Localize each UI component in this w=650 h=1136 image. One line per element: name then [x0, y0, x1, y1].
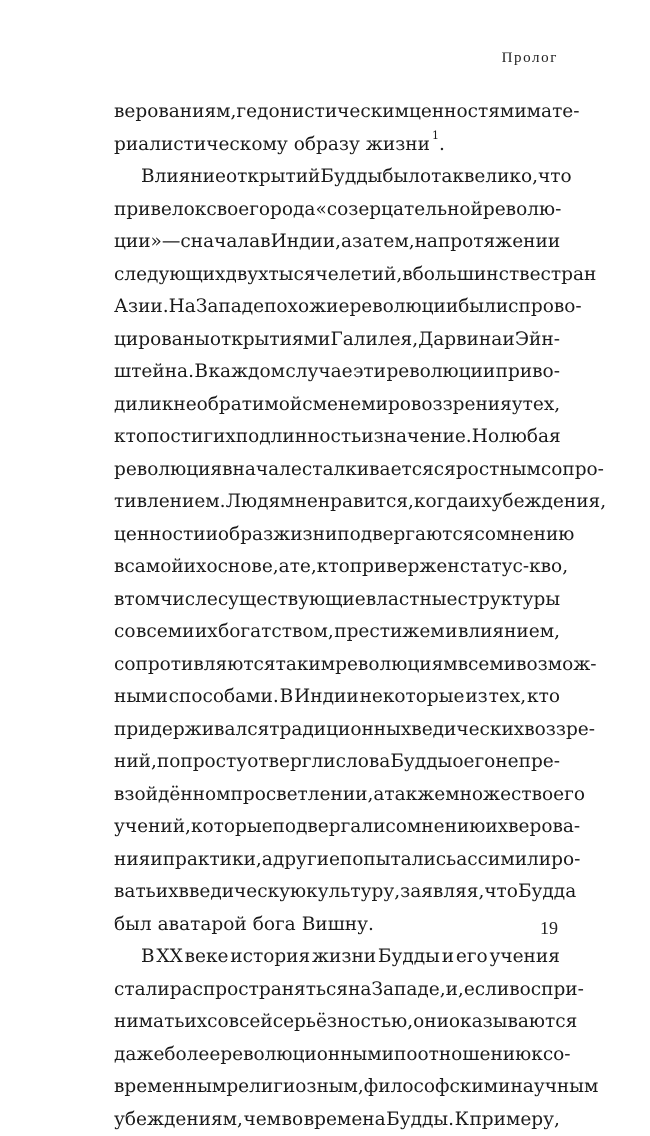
word: заявляя, — [400, 876, 484, 909]
word: и, — [446, 974, 464, 1007]
word: своего — [206, 194, 270, 227]
word: всей — [229, 1006, 273, 1039]
text-line — [114, 486, 560, 519]
word: революции — [349, 291, 458, 324]
word: открытий — [226, 161, 320, 194]
word: статус-кво, — [460, 551, 568, 584]
word: а — [279, 551, 290, 584]
word: — — [162, 226, 181, 259]
text-line — [114, 1071, 560, 1104]
word: у — [512, 389, 523, 422]
word: ведическую — [189, 876, 306, 909]
word: жизни — [273, 519, 337, 552]
text-line — [114, 681, 560, 714]
word: из — [465, 681, 487, 714]
word: со — [207, 1006, 229, 1039]
word: возмож- — [516, 649, 596, 682]
word: Будда — [518, 876, 576, 909]
word: ценности — [114, 519, 206, 552]
word: и — [514, 96, 526, 129]
text-line — [114, 454, 560, 487]
word: попросту — [157, 746, 247, 779]
word: религиозным, — [226, 1071, 363, 1104]
word: на — [415, 226, 438, 259]
word: кто — [114, 421, 147, 454]
word: В — [280, 681, 294, 714]
text-line — [114, 1006, 560, 1039]
word: образу — [294, 129, 360, 162]
word: в — [114, 551, 124, 584]
word: мировоззрения — [361, 389, 512, 422]
text-line — [114, 876, 560, 909]
word: в — [260, 226, 270, 259]
word: и — [498, 1071, 510, 1104]
word: велико, — [464, 161, 538, 194]
word: учений, — [114, 811, 191, 844]
word: о — [452, 746, 463, 779]
word: если — [464, 974, 509, 1007]
word: следующих — [114, 259, 225, 292]
word: временным — [114, 1071, 226, 1104]
word: практики, — [163, 844, 262, 877]
running-head: Пролог — [502, 50, 558, 67]
punctuation: . — [439, 129, 445, 162]
word: к — [195, 194, 207, 227]
word: которые — [191, 811, 273, 844]
word: таким — [276, 649, 336, 682]
word: сопротивляются — [114, 649, 276, 682]
word: вначале — [222, 454, 302, 487]
word: яростным — [444, 454, 541, 487]
word: нимать — [114, 1006, 184, 1039]
word: верованиям, — [114, 96, 236, 129]
text-line — [114, 616, 560, 649]
word: «созерцательной — [315, 194, 482, 227]
word: любая — [499, 421, 561, 454]
word: отношению — [417, 1039, 531, 1072]
word: Азии. — [114, 291, 169, 324]
word: сталкивается — [302, 454, 434, 487]
footnote-marker[interactable]: 1 — [432, 129, 439, 142]
text-line — [114, 356, 560, 389]
word: чем — [243, 1104, 281, 1136]
word: традиционных — [269, 714, 411, 747]
word: просветлении, — [231, 779, 374, 812]
word: ассимилиро- — [456, 844, 580, 877]
word: богатством, — [218, 616, 334, 649]
word: тех, — [523, 389, 561, 422]
word: и — [150, 844, 162, 877]
word: смене — [302, 389, 361, 422]
word: бога — [253, 909, 296, 942]
word: попытались — [340, 844, 456, 877]
word: В — [194, 356, 208, 389]
text-line — [114, 324, 560, 357]
text-line — [114, 844, 560, 877]
word: распространяться — [170, 974, 348, 1007]
word: по — [394, 1039, 417, 1072]
word: сомнению — [385, 811, 485, 844]
word: примеру, — [469, 1104, 559, 1136]
word: слова — [336, 746, 391, 779]
word: во — [282, 1104, 304, 1136]
word: Влияние — [141, 161, 226, 194]
text-line — [114, 519, 560, 552]
word: спрово- — [508, 291, 581, 324]
word: отвергли — [247, 746, 335, 779]
word: ции» — [114, 226, 162, 259]
word: воззре- — [524, 714, 595, 747]
word: XX — [156, 941, 182, 974]
word: веке — [185, 941, 229, 974]
word: необратимой — [173, 389, 302, 422]
word: и — [442, 941, 454, 974]
word: престижем — [334, 616, 444, 649]
word: основе, — [206, 551, 278, 584]
word: сомнению — [474, 519, 574, 552]
word: даже — [114, 1039, 164, 1072]
word: ний, — [114, 746, 157, 779]
word: учения — [489, 941, 559, 974]
word: а — [341, 226, 352, 259]
paragraph-first-line — [114, 941, 560, 974]
word: Будды. — [386, 1104, 454, 1136]
word: сопро- — [541, 454, 604, 487]
word: Эйн- — [515, 324, 560, 357]
text-line — [114, 194, 560, 227]
text-line — [114, 96, 560, 129]
word: аватарой — [158, 909, 247, 942]
word: их — [156, 876, 179, 909]
word: те, — [290, 551, 317, 584]
body-text — [114, 96, 560, 1136]
word: их — [195, 616, 218, 649]
word: открытиями — [210, 324, 330, 357]
word: Людям — [226, 486, 295, 519]
word: всеми — [136, 616, 194, 649]
word: так — [431, 161, 464, 194]
word: всеми — [458, 649, 516, 682]
word: Будды — [390, 746, 452, 779]
word: со- — [543, 1039, 571, 1072]
word: привержен — [350, 551, 460, 584]
word: их — [184, 1006, 207, 1039]
word: большинстве — [413, 259, 541, 292]
word: к — [531, 1039, 543, 1072]
text-line — [114, 649, 560, 682]
word: со — [114, 616, 136, 649]
word: ведических — [411, 714, 524, 747]
text-line — [114, 389, 560, 422]
word: Галилея, — [330, 324, 418, 357]
text-line — [114, 291, 560, 324]
text-line — [114, 551, 560, 584]
word: ния — [114, 844, 150, 877]
word: в — [114, 584, 124, 617]
word: затем, — [352, 226, 415, 259]
word: кто — [317, 551, 350, 584]
word: структуры — [457, 584, 560, 617]
text-line — [114, 714, 560, 747]
word: влиянием, — [458, 616, 560, 649]
word: революционными — [220, 1039, 394, 1072]
text-line — [114, 811, 560, 844]
word: и — [445, 616, 457, 649]
word: а — [373, 779, 384, 812]
word: его — [456, 941, 488, 974]
word: самой — [124, 551, 183, 584]
word: том — [124, 584, 160, 617]
word: на — [348, 974, 371, 1007]
text-line — [114, 259, 560, 292]
word: Индии — [294, 681, 359, 714]
word: были — [458, 291, 508, 324]
text-line — [114, 584, 560, 617]
word: некоторые — [360, 681, 465, 714]
word: и — [206, 519, 218, 552]
word: Индии, — [271, 226, 341, 259]
word: числе — [160, 584, 218, 617]
paragraph-first-line — [114, 161, 560, 194]
word: Западе — [196, 291, 264, 324]
word: серьёзностью, — [273, 1006, 413, 1039]
word: научным — [510, 1071, 598, 1104]
word: гедонистическим — [236, 96, 409, 129]
text-line — [114, 421, 560, 454]
word: убеждения, — [492, 486, 607, 519]
text-line — [114, 129, 560, 162]
word: верова- — [508, 811, 580, 844]
word: их — [213, 421, 236, 454]
word: ценностям — [409, 96, 514, 129]
word: двух — [225, 259, 268, 292]
word: К — [455, 1104, 469, 1136]
word: более — [164, 1039, 220, 1072]
word: также — [384, 779, 445, 812]
word: похожие — [264, 291, 349, 324]
word: ными — [114, 681, 168, 714]
word: Западе, — [371, 974, 445, 1007]
word: философским — [364, 1071, 498, 1104]
word: властные — [366, 584, 458, 617]
word: и — [502, 324, 514, 357]
word: культуру, — [306, 876, 400, 909]
word: привело — [114, 194, 195, 227]
text-line — [114, 746, 560, 779]
word: стран — [541, 259, 597, 292]
text-line — [114, 1104, 560, 1136]
word: сначала — [180, 226, 260, 259]
word: эти — [353, 356, 386, 389]
word: образ — [218, 519, 273, 552]
word: воспри- — [509, 974, 584, 1007]
word: в — [179, 876, 189, 909]
word: риалистическому — [114, 129, 288, 162]
word: подвергали — [273, 811, 386, 844]
text-line — [114, 226, 560, 259]
word: Дарвина — [418, 324, 502, 357]
word: а — [262, 844, 273, 877]
word: его — [553, 779, 585, 812]
word: револю- — [483, 194, 561, 227]
word: На — [169, 291, 196, 324]
word: они — [413, 1006, 449, 1039]
word: было — [382, 161, 431, 194]
word: дили — [114, 389, 162, 422]
word: в — [402, 259, 412, 292]
word: стали — [114, 974, 170, 1007]
word: подвергаются — [337, 519, 474, 552]
word: был — [114, 909, 152, 942]
word: тивлением. — [114, 486, 226, 519]
word: другие — [273, 844, 340, 877]
word: цированы — [114, 324, 210, 357]
word: тысячелетий, — [269, 259, 403, 292]
word: подлинность — [236, 421, 361, 454]
word: рода — [270, 194, 315, 227]
word: и — [361, 421, 373, 454]
word: значение. — [374, 421, 472, 454]
word: мате- — [527, 96, 580, 129]
word: каждом — [208, 356, 285, 389]
word: его — [464, 746, 496, 779]
page-number: 19 — [540, 918, 558, 939]
word: Будды — [378, 941, 440, 974]
word: В — [141, 941, 155, 974]
word: постиг — [147, 421, 213, 454]
word: вать — [114, 876, 156, 909]
word: протяжении — [438, 226, 560, 259]
word: их — [469, 486, 492, 519]
word: способами. — [169, 681, 279, 714]
word: непре- — [495, 746, 560, 779]
word: их — [485, 811, 508, 844]
text-line — [114, 1039, 560, 1072]
word: Но — [472, 421, 499, 454]
word: жизни — [312, 941, 376, 974]
word: когда — [414, 486, 469, 519]
word: к — [162, 389, 174, 422]
word: с — [434, 454, 444, 487]
word: штейна. — [114, 356, 194, 389]
word: убеждениям, — [114, 1104, 243, 1136]
word: что — [538, 161, 572, 194]
word: нравится, — [318, 486, 414, 519]
word: революция — [114, 454, 222, 487]
word: их — [184, 551, 207, 584]
word: случае — [285, 356, 352, 389]
word: не — [295, 486, 318, 519]
word-with-footnote — [366, 129, 445, 162]
word: множество — [445, 779, 553, 812]
word: взойдённом — [114, 779, 231, 812]
word: оказываются — [449, 1006, 577, 1039]
word: Вишну. — [302, 909, 374, 942]
word: жизни — [366, 129, 430, 162]
word: революциям — [335, 649, 458, 682]
word: что — [484, 876, 518, 909]
word: история — [230, 941, 310, 974]
word: революции — [386, 356, 495, 389]
word: Будды — [320, 161, 382, 194]
text-line — [114, 974, 560, 1007]
text-line — [114, 909, 560, 942]
text-line — [114, 779, 560, 812]
word: существующие — [218, 584, 366, 617]
word: кто — [527, 681, 560, 714]
word: времена — [304, 1104, 386, 1136]
word: приво- — [496, 356, 560, 389]
word: придерживался — [114, 714, 269, 747]
word: тех, — [489, 681, 527, 714]
